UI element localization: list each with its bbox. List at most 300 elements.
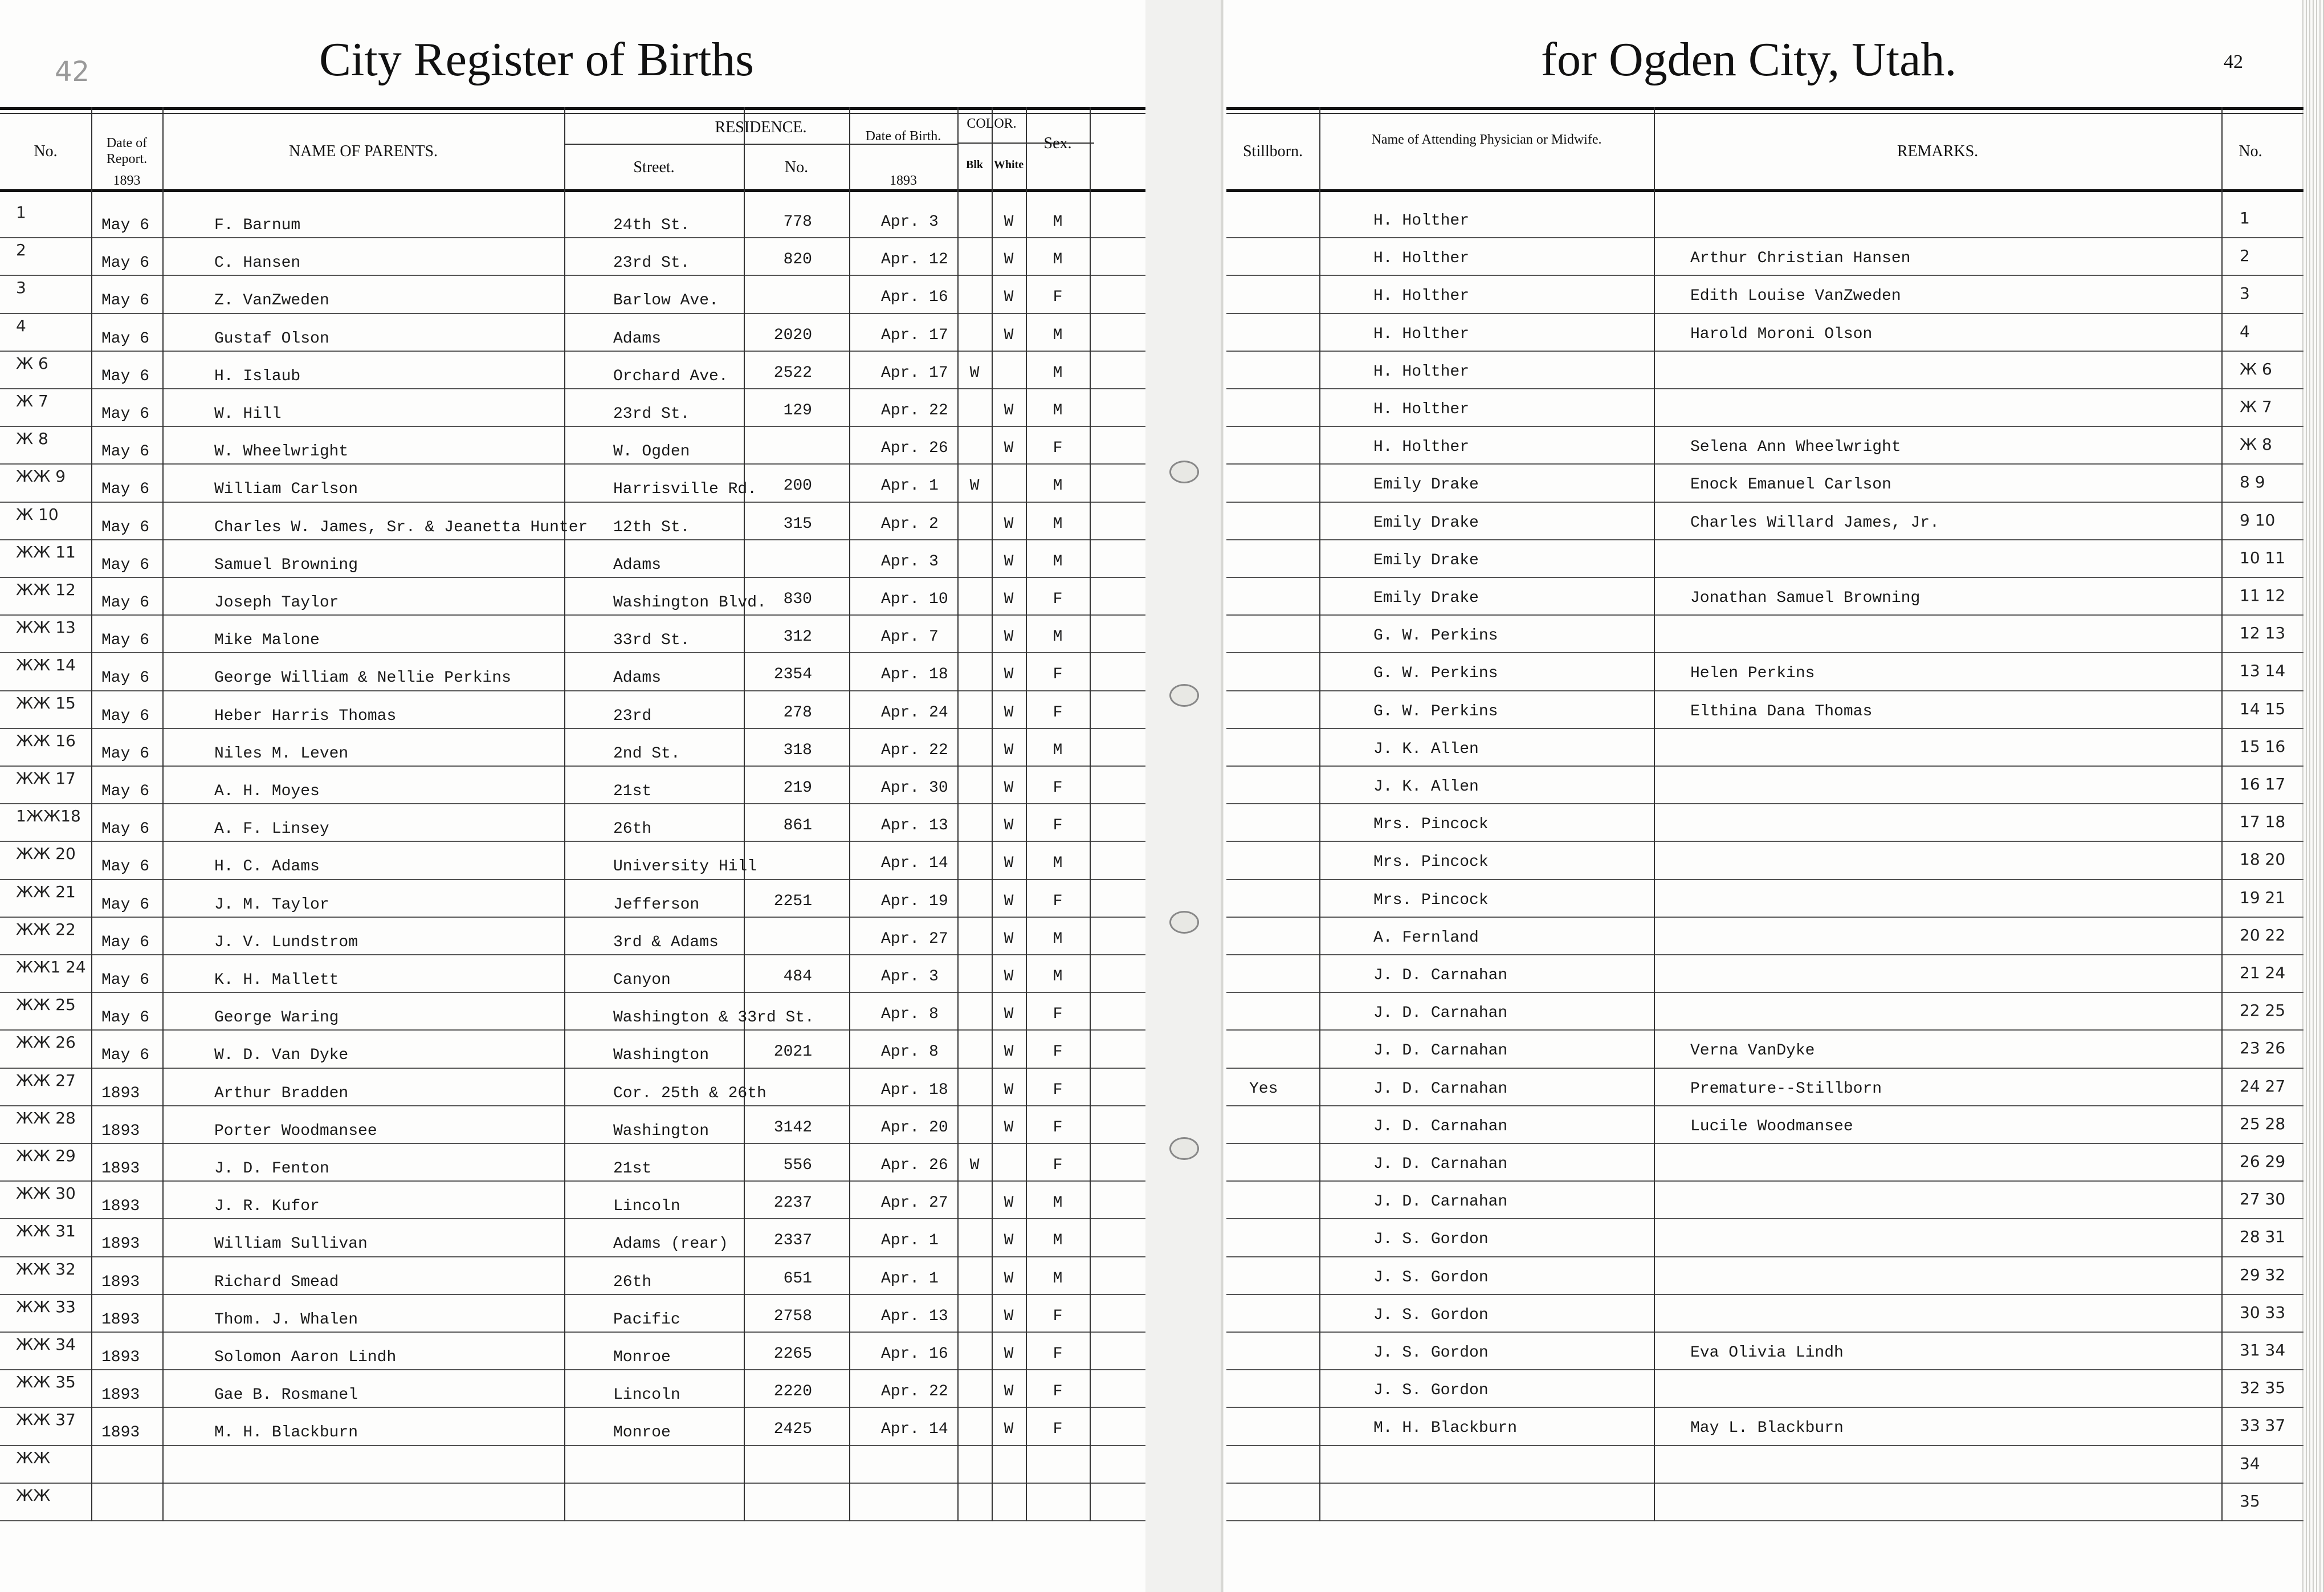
- header-remarks: REMARKS.: [1897, 142, 1979, 160]
- sex: M: [1053, 402, 1063, 420]
- report-date: 1893: [101, 1349, 140, 1366]
- entry-number: ЖЖ 22: [16, 919, 76, 939]
- sex: M: [1053, 1232, 1063, 1250]
- row-rule: [0, 539, 1145, 540]
- binder-ring-icon: [1169, 461, 1199, 483]
- residence-street: Harrisville Rd.: [613, 481, 757, 499]
- row-rule: [1226, 803, 2303, 804]
- remarks-child-name: May L. Blackburn: [1690, 1419, 1844, 1438]
- residence-number: 2251: [773, 892, 812, 910]
- column-rule: [1654, 107, 1655, 1521]
- birth-date: Apr. 1: [881, 1269, 939, 1288]
- right-entry-number: 29 32: [2240, 1265, 2286, 1284]
- row-rule: [1226, 766, 2303, 767]
- header-color: COLOR.: [967, 116, 1017, 131]
- sex: F: [1053, 1043, 1063, 1061]
- right-entry-number: 2: [2240, 246, 2250, 266]
- row-rule: [1226, 1218, 2303, 1219]
- birth-date: Apr. 14: [881, 1420, 948, 1439]
- color-blk: W: [969, 1157, 980, 1174]
- entry-number: ЖЖ: [16, 1485, 51, 1505]
- residence-number: 651: [783, 1269, 812, 1288]
- physician-name: Mrs. Pincock: [1373, 816, 1489, 834]
- row-rule: [1226, 1369, 2303, 1370]
- parents-name: Samuel Browning: [214, 556, 358, 574]
- residence-number: 2425: [773, 1420, 812, 1439]
- parents-name: J. R. Kufor: [214, 1198, 320, 1216]
- row-rule: [0, 1294, 1145, 1295]
- right-entry-number: 12 13: [2240, 624, 2286, 643]
- entry-number: ЖЖ 29: [16, 1146, 76, 1165]
- report-date: May 6: [101, 632, 150, 650]
- report-date: May 6: [101, 971, 150, 989]
- binder-ring-icon: [1169, 1137, 1199, 1160]
- header-residence: RESIDENCE.: [715, 119, 807, 136]
- birth-date: Apr. 13: [881, 1307, 948, 1325]
- color-blk: W: [969, 477, 980, 495]
- residence-number: 278: [783, 703, 812, 722]
- color-white: W: [1004, 1194, 1014, 1212]
- remarks-child-name: Premature--Stillborn: [1690, 1080, 1882, 1098]
- row-rule: [0, 1369, 1145, 1370]
- row-rule: [0, 1483, 1145, 1484]
- right-entry-number: 35: [2240, 1491, 2260, 1510]
- birth-date: Apr. 26: [881, 1157, 948, 1174]
- physician-name: J. S. Gordon: [1373, 1382, 1489, 1400]
- physician-name: Mrs. Pincock: [1373, 853, 1489, 872]
- residence-street: Washington Blvd.: [613, 594, 766, 612]
- sex: F: [1053, 439, 1063, 458]
- parents-name: Porter Woodmansee: [214, 1122, 377, 1140]
- entry-number: 4: [16, 316, 26, 335]
- birth-date: Apr. 16: [881, 288, 948, 307]
- row-rule: [1226, 351, 2303, 352]
- color-white: W: [1004, 1383, 1014, 1401]
- physician-name: J. S. Gordon: [1373, 1344, 1489, 1362]
- row-rule: [1226, 1256, 2303, 1257]
- residence-number: 2354: [773, 666, 812, 684]
- color-white: W: [1004, 552, 1014, 571]
- sex: F: [1053, 288, 1063, 307]
- column-rule: [957, 107, 959, 1521]
- entry-number: ЖЖ 15: [16, 693, 76, 712]
- color-white: W: [1004, 779, 1014, 797]
- color-white: W: [1004, 1005, 1014, 1024]
- sex: F: [1053, 591, 1063, 608]
- residence-street: Washington: [613, 1122, 710, 1140]
- color-white: W: [1004, 741, 1014, 759]
- physician-name: Mrs. Pincock: [1373, 891, 1489, 909]
- stillborn: Yes: [1249, 1080, 1278, 1098]
- row-rule: [1226, 690, 2303, 691]
- entry-number: Ж 8: [16, 429, 48, 449]
- parents-name: George William & Nellie Perkins: [214, 669, 511, 687]
- sex: F: [1053, 892, 1063, 910]
- residence-number: 2337: [773, 1232, 812, 1250]
- color-white: W: [1004, 1269, 1014, 1288]
- birth-date: Apr. 12: [881, 251, 948, 269]
- right-entry-number: 25 28: [2240, 1114, 2286, 1133]
- row-rule: [1226, 502, 2303, 503]
- parents-name: W. Hill: [214, 405, 282, 423]
- remarks-child-name: Lucile Woodmansee: [1690, 1117, 1853, 1135]
- birth-date: Apr. 22: [881, 1383, 948, 1401]
- birth-date: Apr. 13: [881, 817, 948, 835]
- right-entry-number: 18 20: [2240, 850, 2286, 869]
- right-entry-number: 15 16: [2240, 736, 2286, 756]
- row-rule: [0, 728, 1145, 729]
- physician-name: H. Holther: [1373, 250, 1470, 268]
- column-rule: [849, 107, 850, 1521]
- residence-number: 2758: [773, 1307, 812, 1325]
- right-entry-number: 30 33: [2240, 1302, 2286, 1322]
- right-entry-number: 20 22: [2240, 925, 2286, 944]
- physician-name: H. Holther: [1373, 212, 1470, 230]
- row-rule: [0, 803, 1145, 804]
- residence-number: 830: [783, 591, 812, 608]
- color-white: W: [1004, 628, 1014, 646]
- row-rule: [0, 1105, 1145, 1106]
- report-date: 1893: [101, 1424, 140, 1442]
- parents-name: Charles W. James, Sr. & Jeanetta Hunter: [214, 518, 588, 536]
- residence-number: 2021: [773, 1043, 812, 1061]
- row-rule: [0, 1068, 1145, 1069]
- sex: F: [1053, 1307, 1063, 1325]
- row-rule: [1226, 614, 2303, 616]
- entry-number: ЖЖ 32: [16, 1259, 76, 1279]
- gutter-shadow: [1221, 0, 1223, 1592]
- entry-number: ЖЖ 14: [16, 655, 76, 675]
- right-entry-number: 1: [2240, 209, 2250, 227]
- parents-name: Solomon Aaron Lindh: [214, 1349, 397, 1366]
- residence-street: Adams: [613, 669, 662, 687]
- sex: M: [1053, 1269, 1063, 1288]
- entry-number: ЖЖ 11: [16, 542, 76, 561]
- report-date: May 6: [101, 1047, 150, 1065]
- color-white: W: [1004, 854, 1014, 873]
- residence-number: 2220: [773, 1383, 812, 1401]
- report-date: 1893: [101, 1273, 140, 1291]
- row-rule: [0, 1180, 1145, 1182]
- column-rule: [91, 107, 92, 1521]
- sex: M: [1053, 477, 1063, 495]
- birth-date: Apr. 24: [881, 703, 948, 722]
- color-white: W: [1004, 892, 1014, 910]
- row-rule: [0, 1407, 1145, 1408]
- sex: M: [1053, 930, 1063, 948]
- residence-street: Barlow Ave.: [613, 292, 719, 310]
- color-white: W: [1004, 251, 1014, 269]
- row-rule: [1226, 577, 2303, 578]
- report-date: 1893: [101, 1235, 140, 1253]
- entry-number: ЖЖ 20: [16, 844, 76, 864]
- row-rule: [1226, 1332, 2303, 1333]
- row-rule: [0, 766, 1145, 767]
- right-entry-number: Ж 6: [2240, 359, 2272, 378]
- entry-number: ЖЖ 30: [16, 1184, 76, 1203]
- residence-number: 2265: [773, 1345, 812, 1363]
- row-rule: [0, 690, 1145, 691]
- sex: M: [1053, 213, 1063, 231]
- right-entry-number: 23 26: [2240, 1039, 2286, 1058]
- row-rule: [0, 237, 1145, 238]
- parents-name: J. V. Lundstrom: [214, 933, 358, 951]
- physician-name: A. Fernland: [1373, 929, 1479, 947]
- row-rule: [1226, 463, 2303, 465]
- birth-date: Apr. 3: [881, 968, 939, 986]
- row-rule: [0, 841, 1145, 842]
- sex: F: [1053, 1081, 1063, 1099]
- report-date: May 6: [101, 217, 150, 234]
- right-entry-number: 19 21: [2240, 887, 2286, 907]
- header-date-of-birth: Date of Birth.: [865, 129, 941, 144]
- row-rule: [1226, 879, 2303, 880]
- report-date: May 6: [101, 669, 150, 687]
- entry-number: ЖЖ 34: [16, 1335, 76, 1354]
- birth-date: Apr. 16: [881, 1345, 948, 1363]
- parents-name: William Carlson: [214, 481, 358, 499]
- sex: M: [1053, 326, 1063, 344]
- entry-number: ЖЖ 26: [16, 1033, 76, 1052]
- entry-number: ЖЖ 28: [16, 1108, 76, 1127]
- parents-name: A. H. Moyes: [214, 783, 320, 800]
- column-rule: [1319, 107, 1320, 1521]
- report-date: May 6: [101, 1009, 150, 1027]
- report-date: May 6: [101, 707, 150, 725]
- color-white: W: [1004, 1232, 1014, 1250]
- sex: F: [1053, 817, 1063, 835]
- parents-name: A. F. Linsey: [214, 820, 329, 838]
- residence-street: 21st: [613, 1160, 652, 1178]
- row-rule: [1226, 954, 2303, 955]
- residence-street: 24th St.: [613, 217, 690, 234]
- binder-ring-icon: [1169, 684, 1199, 707]
- entry-number: ЖЖ 37: [16, 1410, 76, 1430]
- report-date: 1893: [101, 1386, 140, 1404]
- color-white: W: [1004, 515, 1014, 533]
- right-entry-number: 17 18: [2240, 812, 2286, 832]
- parents-name: William Sullivan: [214, 1235, 368, 1253]
- header-bottom-rule: [1226, 189, 2303, 192]
- entry-number: ЖЖ 12: [16, 580, 76, 599]
- row-rule: [1226, 1143, 2303, 1144]
- row-rule: [1226, 1520, 2303, 1521]
- row-rule: [0, 1445, 1145, 1446]
- parents-name: J. M. Taylor: [214, 895, 329, 914]
- remarks-child-name: Edith Louise VanZweden: [1690, 287, 1901, 306]
- residence-number: 2522: [773, 364, 812, 382]
- row-rule: [1226, 1483, 2303, 1484]
- row-rule: [0, 614, 1145, 616]
- right-page-title: for Ogden City, Utah.: [1541, 33, 1957, 86]
- parents-name: George Waring: [214, 1009, 339, 1027]
- residence-street: Adams: [613, 329, 662, 348]
- entry-number: ЖЖ1 24: [16, 958, 86, 976]
- right-entry-number: 8 9: [2240, 473, 2265, 492]
- parents-name: W. Wheelwright: [214, 443, 349, 461]
- physician-name: J. K. Allen: [1373, 778, 1479, 796]
- parents-name: W. D. Van Dyke: [214, 1047, 349, 1065]
- remarks-child-name: Enock Emanuel Carlson: [1690, 476, 1891, 494]
- parents-name: Heber Harris Thomas: [214, 707, 397, 725]
- residence-street: Jefferson: [613, 895, 700, 914]
- residence-street: Lincoln: [613, 1198, 680, 1216]
- left-page-title: City Register of Births: [319, 33, 754, 86]
- entry-number: Ж 10: [16, 504, 59, 524]
- physician-name: Emily Drake: [1373, 476, 1479, 494]
- residence-number: 2020: [773, 326, 812, 344]
- parents-name: F. Barnum: [214, 217, 301, 234]
- parents-name: M. H. Blackburn: [214, 1424, 358, 1442]
- sex: M: [1053, 741, 1063, 759]
- row-rule: [1226, 426, 2303, 427]
- parents-name: Mike Malone: [214, 632, 320, 650]
- color-white: W: [1004, 666, 1014, 684]
- parents-name: J. D. Fenton: [214, 1160, 329, 1178]
- physician-name: J. D. Carnahan: [1373, 1004, 1508, 1023]
- birth-date: Apr. 19: [881, 892, 948, 910]
- physician-name: J. D. Carnahan: [1373, 1080, 1508, 1098]
- entry-number: ЖЖ 16: [16, 731, 76, 750]
- parents-name: Joseph Taylor: [214, 594, 339, 612]
- physician-name: J. S. Gordon: [1373, 1306, 1489, 1324]
- entry-number: ЖЖ: [16, 1448, 51, 1467]
- residence-street: 2nd St.: [613, 744, 680, 763]
- right-entry-number: 11 12: [2240, 586, 2286, 605]
- row-rule: [0, 275, 1145, 276]
- residence-street: Washington & 33rd St.: [613, 1009, 814, 1027]
- parents-name: Z. VanZweden: [214, 292, 329, 310]
- parents-name: Gae B. Rosmanel: [214, 1386, 358, 1404]
- sex: M: [1053, 628, 1063, 646]
- report-date: May 6: [101, 744, 150, 763]
- physician-name: Emily Drake: [1373, 551, 1479, 569]
- row-rule: [0, 1143, 1145, 1144]
- right-entry-number: 3: [2240, 284, 2250, 303]
- report-date: 1893: [101, 1310, 140, 1329]
- residence-street: Monroe: [613, 1349, 671, 1366]
- header-birth-year: 1893: [890, 173, 917, 188]
- row-rule: [1226, 237, 2303, 238]
- header-name-of-parents: NAME OF PARENTS.: [288, 142, 438, 160]
- entry-number: ЖЖ 13: [16, 618, 76, 637]
- row-rule: [0, 426, 1145, 427]
- birth-date: Apr. 18: [881, 666, 948, 684]
- sex: M: [1053, 854, 1063, 873]
- physician-name: J. D. Carnahan: [1373, 1193, 1508, 1211]
- right-entry-number: 32 35: [2240, 1378, 2286, 1398]
- row-rule: [0, 388, 1145, 389]
- birth-date: Apr. 22: [881, 402, 948, 420]
- report-date: May 6: [101, 405, 150, 423]
- row-rule: [0, 1256, 1145, 1257]
- header-date-of-report: Date of Report.: [106, 136, 148, 166]
- entry-number: Ж 7: [16, 392, 48, 410]
- entry-number: ЖЖ 17: [16, 769, 76, 788]
- entry-number: ЖЖ 35: [16, 1373, 76, 1392]
- color-white: W: [1004, 1118, 1014, 1137]
- birth-date: Apr. 2: [881, 515, 939, 533]
- parents-name: Arthur Bradden: [214, 1084, 349, 1102]
- residence-street: Adams: [613, 556, 662, 574]
- color-white: W: [1004, 213, 1014, 231]
- residence-street: 26th: [613, 820, 652, 838]
- residence-street: Cor. 25th & 26th: [613, 1084, 766, 1102]
- color-white: W: [1004, 1081, 1014, 1099]
- birth-date: Apr. 30: [881, 779, 948, 797]
- parents-name: H. Islaub: [214, 367, 301, 385]
- residence-street: Washington: [613, 1047, 710, 1065]
- parents-name: Thom. J. Whalen: [214, 1310, 358, 1329]
- right-entry-number: 16 17: [2240, 775, 2286, 793]
- birth-date: Apr. 8: [881, 1005, 939, 1024]
- header-blk: Blk: [965, 158, 984, 171]
- right-entry-number: 10 11: [2240, 548, 2286, 567]
- color-white: W: [1004, 968, 1014, 986]
- residence-number: 861: [783, 817, 812, 835]
- color-white: W: [1004, 1307, 1014, 1325]
- report-date: 1893: [101, 1122, 140, 1140]
- color-white: W: [1004, 1420, 1014, 1439]
- sex: F: [1053, 666, 1063, 684]
- physician-name: J. S. Gordon: [1373, 1268, 1489, 1286]
- report-date: 1893: [101, 1160, 140, 1178]
- right-entry-number: 26 29: [2240, 1152, 2286, 1171]
- physician-name: J. D. Carnahan: [1373, 1117, 1508, 1135]
- table-top-rule-inner: [0, 113, 1145, 114]
- report-date: 1893: [101, 1084, 140, 1102]
- residence-number: 556: [783, 1157, 812, 1174]
- sex: F: [1053, 1345, 1063, 1363]
- right-entry-number: 13 14: [2240, 661, 2286, 681]
- row-rule: [1226, 1294, 2303, 1295]
- row-rule: [0, 1029, 1145, 1031]
- report-date: May 6: [101, 292, 150, 310]
- report-date: May 6: [101, 556, 150, 574]
- report-date: 1893: [101, 1198, 140, 1216]
- report-date: May 6: [101, 329, 150, 348]
- remarks-child-name: Arthur Christian Hansen: [1690, 250, 1911, 268]
- birth-date: Apr. 17: [881, 326, 948, 344]
- report-date: May 6: [101, 783, 150, 800]
- residence-number: 219: [783, 779, 812, 797]
- right-entry-number: 27 30: [2240, 1190, 2286, 1209]
- physician-name: J. D. Carnahan: [1373, 1042, 1508, 1060]
- row-rule: [0, 577, 1145, 578]
- physician-name: J. S. Gordon: [1373, 1231, 1489, 1249]
- row-rule: [1226, 652, 2303, 653]
- column-rule: [2221, 107, 2223, 1521]
- residence-street: W. Ogden: [613, 443, 690, 461]
- sex: F: [1053, 1157, 1063, 1174]
- row-rule: [0, 463, 1145, 465]
- residence-number: 820: [783, 251, 812, 269]
- sex: M: [1053, 251, 1063, 269]
- row-rule: [0, 1332, 1145, 1333]
- residence-street: 23rd St.: [613, 405, 690, 423]
- right-entry-number: 14 15: [2240, 699, 2286, 718]
- entry-number: 3: [16, 278, 26, 298]
- header-report-year: 1893: [113, 173, 141, 188]
- physician-name: H. Holther: [1373, 363, 1470, 381]
- row-rule: [0, 1520, 1145, 1521]
- right-entry-number: 9 10: [2240, 510, 2276, 530]
- header-no: No.: [34, 142, 58, 160]
- sex: F: [1053, 779, 1063, 797]
- remarks-child-name: Elthina Dana Thomas: [1690, 702, 1873, 720]
- sex: M: [1053, 552, 1063, 571]
- birth-date: Apr. 1: [881, 477, 939, 495]
